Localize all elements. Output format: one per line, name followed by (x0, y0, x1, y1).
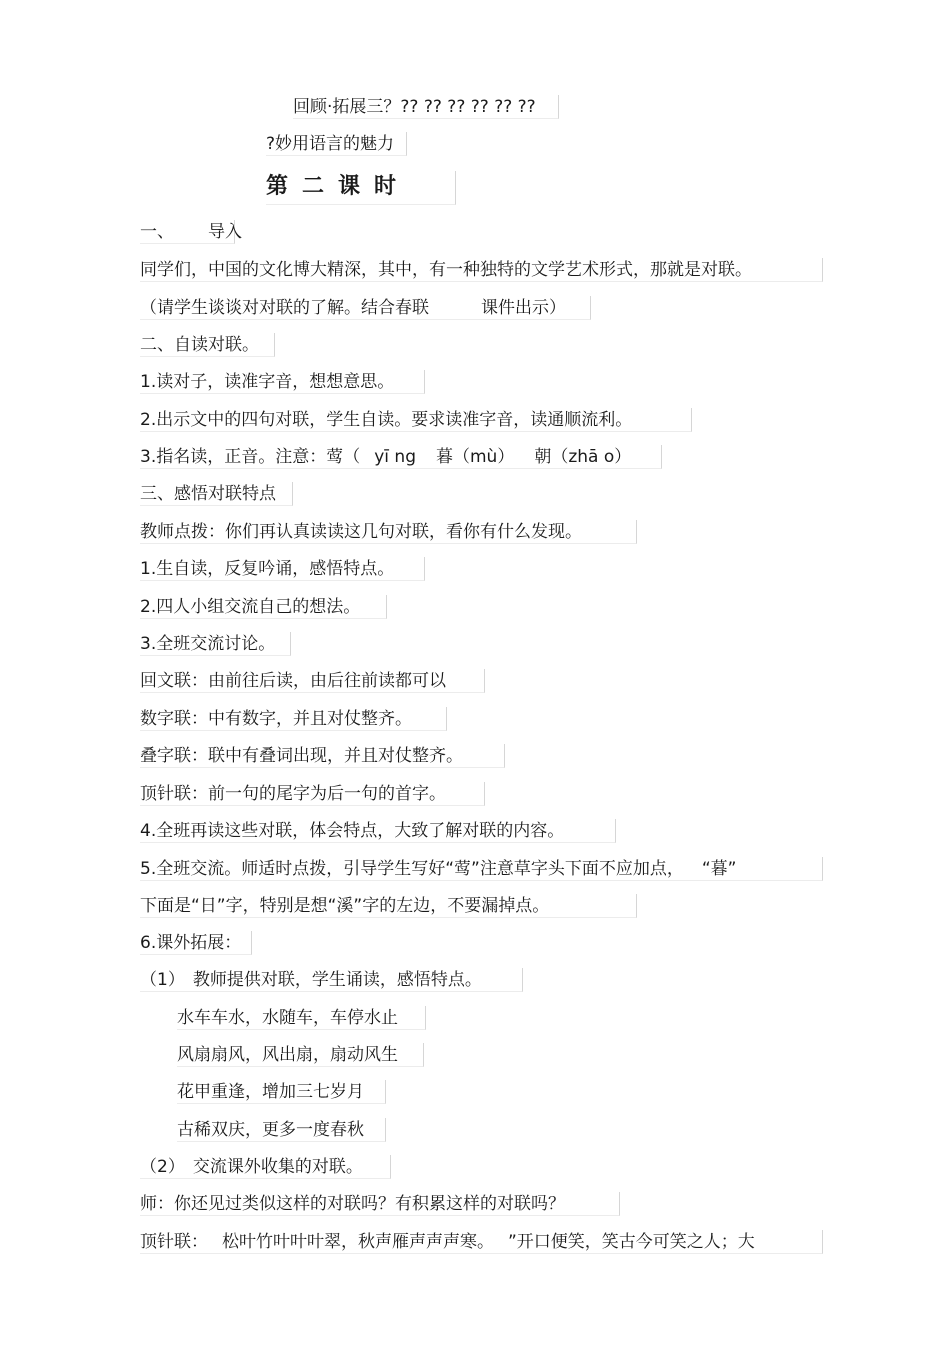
sub-item-2-number: （2） (140, 1157, 185, 1177)
section-3-heading-text: 三、感悟对联特点 (140, 484, 276, 504)
couplet-3-text: 花甲重逢，增加三七岁月 (177, 1082, 364, 1102)
couplet-type-palindrome (140, 669, 485, 693)
couplet-4-text: 古稀双庆，更多一度春秋 (177, 1120, 364, 1140)
couplet-type-number (140, 707, 447, 731)
lesson-title-text: 第二课时 (266, 174, 411, 199)
couplet-type-chain-text: 顶针联：前一句的尾字为后一句的首字。 (140, 784, 446, 804)
sub-item-1-number: （1） (140, 970, 185, 990)
step-6 (140, 931, 252, 955)
couplet-type-reduplication-text: 叠字联：联中有叠词出现，并且对仗整齐。 (140, 746, 463, 766)
section-3-heading (140, 482, 293, 506)
teacher-guidance (140, 520, 637, 544)
step-3 (140, 632, 291, 656)
teacher-guidance-text: 教师点拨：你们再认真读读这几句对联，看你有什么发现。 (140, 522, 582, 542)
step-1-text: 1.生自读，反复吟诵，感悟特点。 (140, 559, 395, 579)
section-2-heading (140, 333, 275, 357)
section-2-item-1 (140, 370, 425, 394)
step-5-text-a: 5.全班交流。师适时点拨，引导学生写好“莺”注意草字头下面不应加点， (140, 859, 684, 879)
sub-item-1 (140, 968, 523, 992)
step-3-text: 3.全班交流讨论。 (140, 634, 276, 654)
section-2-item-2 (140, 408, 692, 432)
pronunciation-prefix: 3.指名读，正音。注意：莺（ (140, 447, 361, 467)
section-2-item-1-text: 1.读对子，读准字音，想想意思。 (140, 372, 395, 392)
couplet-1-text: 水车车水，水随车，车停水止 (177, 1008, 398, 1028)
couplet-2-text: 风扇扇风，风出扇，扇动风生 (177, 1045, 398, 1065)
step-6-text: 6.课外拓展： (140, 933, 242, 953)
intro-note-a: （请学生谈谈对对联的了解。结合春联 (140, 298, 429, 318)
intro-note-b: 课件出示） (481, 298, 566, 318)
section-1-number: 一、 (140, 222, 174, 242)
header-line-1-text: 回顾·拓展三？?? ?? ?? ?? ?? ?? (293, 97, 536, 117)
step-5 (140, 857, 823, 881)
teacher-question (140, 1192, 620, 1216)
chain-couplet-example (140, 1230, 823, 1254)
couplet-type-reduplication (140, 744, 505, 768)
header-line-1 (293, 95, 559, 119)
header-line-2-text: ?妙用语言的魅力 (266, 134, 395, 154)
section-2-item-3 (140, 445, 662, 469)
couplet-type-number-text: 数字联：中有数字，并且对仗整齐。 (140, 709, 412, 729)
sub-item-2 (140, 1155, 391, 1179)
teacher-question-text: 师：你还见过类似这样的对联吗？有积累这样的对联吗？ (140, 1194, 565, 1214)
couplet-2 (177, 1043, 424, 1067)
pinyin-ying: yī ng (374, 447, 416, 467)
lesson-title (266, 171, 456, 205)
section-2-item-2-text: 2.出示文中的四句对联，学生自读。要求读准字音，读通顺流利。 (140, 410, 633, 430)
section-1-title: 导入 (208, 222, 242, 242)
sub-item-1-text: 教师提供对联，学生诵读，感悟特点。 (192, 970, 482, 990)
intro-note (140, 296, 591, 320)
step-2-text: 2.四人小组交流自己的想法。 (140, 597, 361, 617)
sub-item-2-text: 交流课外收集的对联。 (192, 1157, 363, 1177)
step-5-continued (140, 894, 637, 918)
step-4 (140, 819, 616, 843)
header-line-2 (266, 132, 407, 156)
section-2-heading-text: 二、自读对联。 (140, 335, 259, 355)
pinyin-zhao: 朝（zhā o） (534, 447, 632, 467)
couplet-type-chain (140, 782, 485, 806)
step-5-continued-text: 下面是“日”字，特别是想“溪”字的左边，不要漏掉点。 (140, 896, 550, 916)
step-4-text: 4.全班再读这些对联，体会特点，大致了解对联的内容。 (140, 821, 565, 841)
intro-paragraph-text: 同学们，中国的文化博大精深，其中，有一种独特的文学艺术形式，那就是对联。 (140, 260, 752, 280)
section-1-heading (140, 220, 242, 244)
couplet-3 (177, 1080, 386, 1104)
chain-couplet-1: 松叶竹叶叶叶翠，秋声雁声声声寒。 (222, 1232, 494, 1252)
couplet-type-palindrome-text: 回文联：由前往后读，由后往前读都可以 (140, 671, 446, 691)
step-2 (140, 595, 387, 619)
chain-couplet-2: ”开口便笑，笑古今可笑之人；大 (508, 1232, 755, 1252)
couplet-1 (177, 1006, 426, 1030)
step-1 (140, 557, 425, 581)
pinyin-mu: 暮（mù） (436, 447, 515, 467)
couplet-4 (177, 1118, 386, 1142)
intro-paragraph (140, 258, 823, 282)
chain-couplet-label: 顶针联： (140, 1232, 208, 1252)
step-5-text-b: “暮” (701, 859, 737, 879)
